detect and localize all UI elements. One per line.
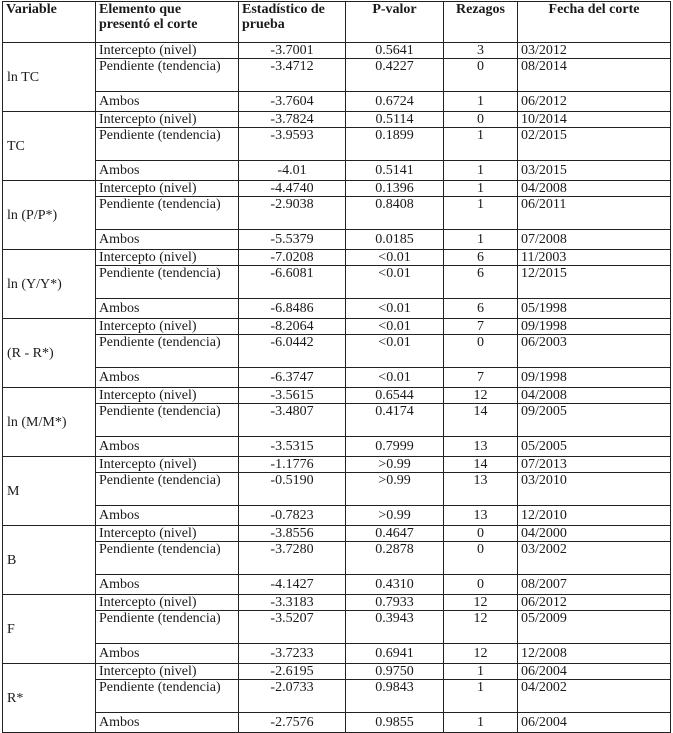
cell-lags: 0 (444, 112, 518, 128)
cell-statistic: -0.7823 (239, 506, 346, 526)
cell-element: Intercepto (nivel) (96, 664, 239, 680)
cell-element: Intercepto (nivel) (96, 181, 239, 197)
cell-pvalue: 0.9855 (346, 713, 444, 733)
cell-lags: 12 (444, 611, 518, 644)
cell-statistic: -1.1776 (239, 457, 346, 473)
cell-lags: 6 (444, 250, 518, 266)
cell-pvalue: 0.5114 (346, 112, 444, 128)
cell-element: Ambos (96, 575, 239, 595)
cell-statistic: -4.1427 (239, 575, 346, 595)
cell-lags: 0 (444, 542, 518, 575)
cell-lags: 1 (444, 197, 518, 230)
cell-pvalue: 0.6724 (346, 92, 444, 112)
header-lags: Rezagos (444, 2, 518, 43)
cell-date: 04/2008 (518, 181, 671, 197)
table-row (3, 526, 671, 542)
cell-pvalue: <0.01 (346, 368, 444, 388)
cell-date: 09/2005 (518, 404, 671, 437)
cell-element: Intercepto (nivel) (96, 526, 239, 542)
cell-pvalue: >0.99 (346, 457, 444, 473)
cell-pvalue: >0.99 (346, 473, 444, 506)
cell-statistic: -8.2064 (239, 319, 346, 335)
cell-date: 12/2008 (518, 644, 671, 664)
cell-element: Pendiente (tendencia) (96, 680, 239, 713)
table-row (3, 595, 671, 611)
cell-element: Pendiente (tendencia) (96, 59, 239, 92)
cell-date: 07/2008 (518, 230, 671, 250)
cell-statistic: -3.5207 (239, 611, 346, 644)
table-row (3, 644, 671, 664)
table-row (3, 680, 671, 713)
cell-statistic: -4.4740 (239, 181, 346, 197)
structural-break-table (2, 1, 671, 733)
cell-pvalue: <0.01 (346, 250, 444, 266)
cell-pvalue: 0.4647 (346, 526, 444, 542)
cell-pvalue: 0.6941 (346, 644, 444, 664)
cell-lags: 1 (444, 161, 518, 181)
cell-statistic: -3.4712 (239, 59, 346, 92)
cell-lags: 12 (444, 644, 518, 664)
cell-element: Pendiente (tendencia) (96, 128, 239, 161)
cell-element: Pendiente (tendencia) (96, 335, 239, 368)
cell-pvalue: <0.01 (346, 299, 444, 319)
cell-pvalue: <0.01 (346, 335, 444, 368)
cell-statistic: -6.0442 (239, 335, 346, 368)
table-row (3, 713, 671, 733)
cell-date: 06/2004 (518, 664, 671, 680)
table-row (3, 128, 671, 161)
cell-date: 11/2003 (518, 250, 671, 266)
cell-pvalue: 0.5641 (346, 43, 444, 59)
table-row (3, 43, 671, 59)
table-row (3, 59, 671, 92)
cell-statistic: -3.7604 (239, 92, 346, 112)
cell-pvalue: 0.1396 (346, 181, 444, 197)
cell-date: 07/2013 (518, 457, 671, 473)
cell-lags: 14 (444, 457, 518, 473)
cell-element: Intercepto (nivel) (96, 43, 239, 59)
cell-statistic: -2.6195 (239, 664, 346, 680)
cell-lags: 3 (444, 43, 518, 59)
cell-pvalue: <0.01 (346, 266, 444, 299)
cell-element: Intercepto (nivel) (96, 457, 239, 473)
cell-pvalue: 0.5141 (346, 161, 444, 181)
cell-pvalue: 0.4227 (346, 59, 444, 92)
cell-lags: 6 (444, 266, 518, 299)
cell-element: Pendiente (tendencia) (96, 542, 239, 575)
cell-lags: 1 (444, 181, 518, 197)
table-row (3, 197, 671, 230)
table-row (3, 266, 671, 299)
cell-statistic: -5.5379 (239, 230, 346, 250)
cell-date: 03/2015 (518, 161, 671, 181)
cell-statistic: -2.0733 (239, 680, 346, 713)
cell-date: 12/2010 (518, 506, 671, 526)
header-variable: Variable (3, 2, 96, 43)
table-row (3, 506, 671, 526)
cell-variable: ln TC (3, 43, 96, 112)
cell-element: Ambos (96, 506, 239, 526)
cell-date: 04/2002 (518, 680, 671, 713)
cell-pvalue: 0.0185 (346, 230, 444, 250)
cell-lags: 1 (444, 680, 518, 713)
cell-variable: M (3, 457, 96, 526)
cell-pvalue: >0.99 (346, 506, 444, 526)
table-row (3, 368, 671, 388)
cell-pvalue: 0.1899 (346, 128, 444, 161)
table-row (3, 181, 671, 197)
cell-statistic: -4.01 (239, 161, 346, 181)
cell-date: 03/2002 (518, 542, 671, 575)
table-row (3, 299, 671, 319)
cell-statistic: -3.8556 (239, 526, 346, 542)
cell-statistic: -7.0208 (239, 250, 346, 266)
table-row (3, 92, 671, 112)
cell-lags: 0 (444, 526, 518, 542)
cell-statistic: -3.9593 (239, 128, 346, 161)
table-row (3, 473, 671, 506)
cell-statistic: -3.4807 (239, 404, 346, 437)
cell-statistic: -6.3747 (239, 368, 346, 388)
cell-date: 04/2008 (518, 388, 671, 404)
cell-statistic: -3.5615 (239, 388, 346, 404)
table-row (3, 404, 671, 437)
cell-statistic: -6.6081 (239, 266, 346, 299)
cell-variable: TC (3, 112, 96, 181)
cell-variable: B (3, 526, 96, 595)
cell-date: 08/2014 (518, 59, 671, 92)
cell-statistic: -3.7824 (239, 112, 346, 128)
table-row (3, 542, 671, 575)
cell-pvalue: 0.7999 (346, 437, 444, 457)
cell-lags: 1 (444, 664, 518, 680)
cell-statistic: -2.9038 (239, 197, 346, 230)
cell-date: 06/2011 (518, 197, 671, 230)
cell-element: Ambos (96, 713, 239, 733)
cell-date: 03/2010 (518, 473, 671, 506)
cell-variable: R* (3, 664, 96, 733)
cell-date: 06/2003 (518, 335, 671, 368)
cell-variable: ln (Y/Y*) (3, 250, 96, 319)
cell-date: 05/2009 (518, 611, 671, 644)
cell-lags: 12 (444, 595, 518, 611)
cell-lags: 1 (444, 92, 518, 112)
cell-variable: ln (P/P*) (3, 181, 96, 250)
cell-variable: F (3, 595, 96, 664)
cell-statistic: -0.5190 (239, 473, 346, 506)
table-row (3, 112, 671, 128)
cell-lags: 1 (444, 128, 518, 161)
table-body (3, 43, 671, 733)
header-statistic: Estadístico de prueba (239, 2, 346, 43)
cell-lags: 14 (444, 404, 518, 437)
header-row (3, 2, 671, 43)
cell-lags: 13 (444, 506, 518, 526)
cell-element: Intercepto (nivel) (96, 595, 239, 611)
cell-lags: 0 (444, 59, 518, 92)
cell-lags: 12 (444, 388, 518, 404)
header-element: Elemento que presentó el corte (96, 2, 239, 43)
cell-lags: 6 (444, 299, 518, 319)
cell-pvalue: 0.9750 (346, 664, 444, 680)
table-row (3, 161, 671, 181)
cell-element: Pendiente (tendencia) (96, 473, 239, 506)
table-row (3, 457, 671, 473)
header-pvalue: P-valor (346, 2, 444, 43)
cell-date: 09/1998 (518, 319, 671, 335)
cell-element: Intercepto (nivel) (96, 388, 239, 404)
cell-lags: 0 (444, 335, 518, 368)
cell-element: Ambos (96, 230, 239, 250)
cell-lags: 7 (444, 319, 518, 335)
cell-statistic: -3.5315 (239, 437, 346, 457)
cell-date: 12/2015 (518, 266, 671, 299)
table-row (3, 437, 671, 457)
cell-date: 10/2014 (518, 112, 671, 128)
cell-lags: 1 (444, 230, 518, 250)
cell-statistic: -3.3183 (239, 595, 346, 611)
cell-statistic: -2.7576 (239, 713, 346, 733)
table-row (3, 335, 671, 368)
cell-statistic: -3.7233 (239, 644, 346, 664)
cell-variable: (R - R*) (3, 319, 96, 388)
cell-statistic: -3.7280 (239, 542, 346, 575)
table-row (3, 250, 671, 266)
cell-element: Ambos (96, 368, 239, 388)
table-row (3, 575, 671, 595)
cell-date: 06/2012 (518, 595, 671, 611)
cell-element: Intercepto (nivel) (96, 112, 239, 128)
cell-element: Intercepto (nivel) (96, 250, 239, 266)
cell-pvalue: 0.9843 (346, 680, 444, 713)
cell-pvalue: 0.2878 (346, 542, 444, 575)
cell-lags: 7 (444, 368, 518, 388)
cell-date: 05/1998 (518, 299, 671, 319)
cell-date: 05/2005 (518, 437, 671, 457)
cell-pvalue: 0.3943 (346, 611, 444, 644)
cell-element: Pendiente (tendencia) (96, 197, 239, 230)
cell-element: Intercepto (nivel) (96, 319, 239, 335)
cell-element: Pendiente (tendencia) (96, 266, 239, 299)
cell-lags: 13 (444, 437, 518, 457)
cell-element: Ambos (96, 437, 239, 457)
cell-element: Ambos (96, 299, 239, 319)
cell-element: Ambos (96, 161, 239, 181)
cell-date: 08/2007 (518, 575, 671, 595)
cell-pvalue: 0.7933 (346, 595, 444, 611)
cell-date: 02/2015 (518, 128, 671, 161)
cell-pvalue: 0.4310 (346, 575, 444, 595)
cell-element: Pendiente (tendencia) (96, 611, 239, 644)
cell-lags: 0 (444, 575, 518, 595)
table-row (3, 664, 671, 680)
table-row (3, 230, 671, 250)
cell-variable: ln (M/M*) (3, 388, 96, 457)
cell-date: 03/2012 (518, 43, 671, 59)
table-row (3, 611, 671, 644)
cell-pvalue: 0.8408 (346, 197, 444, 230)
cell-date: 06/2012 (518, 92, 671, 112)
table-row (3, 319, 671, 335)
cell-element: Ambos (96, 92, 239, 112)
cell-lags: 1 (444, 713, 518, 733)
cell-date: 04/2000 (518, 526, 671, 542)
cell-lags: 13 (444, 473, 518, 506)
cell-date: 06/2004 (518, 713, 671, 733)
table-row (3, 388, 671, 404)
cell-element: Pendiente (tendencia) (96, 404, 239, 437)
header-date: Fecha del corte (518, 2, 671, 43)
cell-pvalue: 0.4174 (346, 404, 444, 437)
cell-pvalue: 0.6544 (346, 388, 444, 404)
cell-statistic: -6.8486 (239, 299, 346, 319)
cell-statistic: -3.7001 (239, 43, 346, 59)
cell-element: Ambos (96, 644, 239, 664)
cell-date: 09/1998 (518, 368, 671, 388)
cell-pvalue: <0.01 (346, 319, 444, 335)
